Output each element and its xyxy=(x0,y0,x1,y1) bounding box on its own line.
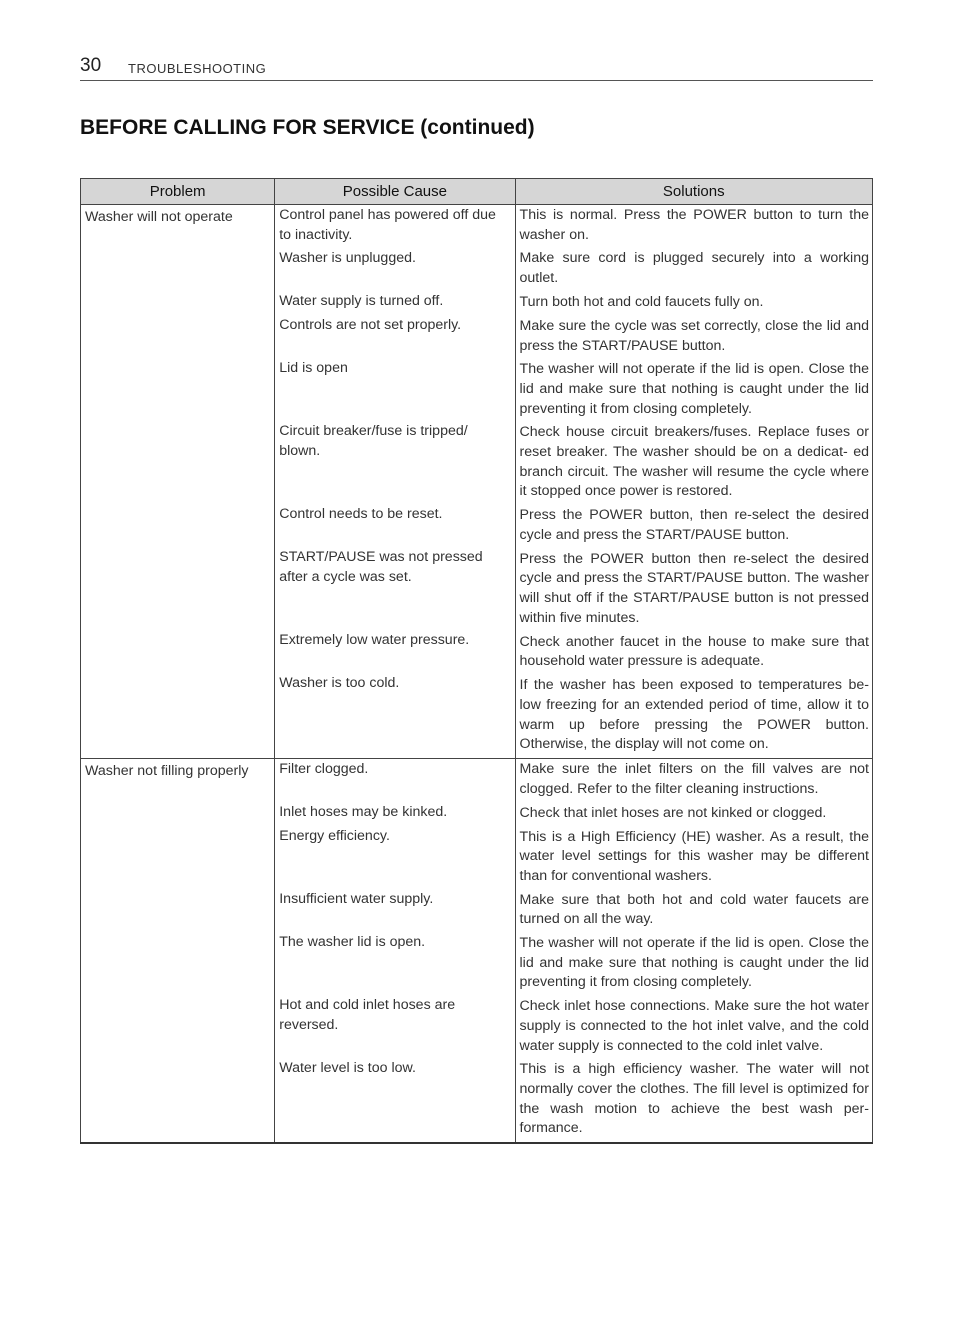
problem-text: Washer will not operate xyxy=(85,209,233,225)
cause-text: Filter clogged. xyxy=(279,761,369,778)
cause-text: Washer is unplugged. xyxy=(279,250,416,267)
solution-text: This is a high efficiency washer. The water will not normally cover the clothes. The fill level is optimized for the wash motion to achieve the best wash per- formance. xyxy=(519,1061,869,1137)
cause-text: START/PAUSE was not pressed after a cycle was set. xyxy=(279,549,483,586)
solution-text: The washer will not operate if the lid is open. Close the lid and make sure that nothing is caught under the lid preventing it from closing completely. xyxy=(519,935,869,991)
page-title: BEFORE CALLING FOR SERVICE (continued) xyxy=(80,116,535,139)
solution-text: This is a High Efficiency (HE) washer. As a result, the water level settings for this washer may be different than for conventional washers. xyxy=(519,828,869,884)
column-header-cause: Possible Cause xyxy=(275,179,515,205)
cause-text: Control panel has powered off due to inactivity. xyxy=(279,207,496,243)
solution-text: If the washer has been exposed to temperatures be- low freezing for an extended period of time, allow it to warm up before pressing the POWER button. Otherwise, the display will not come on. xyxy=(519,677,869,753)
cause-text: Washer is too cold. xyxy=(279,675,400,692)
table-row xyxy=(81,205,873,759)
troubleshooting-table xyxy=(80,178,873,1144)
cause-text: Energy efficiency. xyxy=(279,828,390,845)
solution-text: Check inlet hose connections. Make sure the hot water supply is connected to the hot inlet valve, and the cold water supply is connected to the cold inlet valve. xyxy=(519,998,869,1054)
section-label: TROUBLESHOOTING xyxy=(128,61,267,76)
cause-text: Hot and cold inlet hoses are reversed. xyxy=(279,997,456,1033)
page-number: 30 xyxy=(80,55,102,76)
column-header-solutions: Solutions xyxy=(515,179,872,205)
solution-text: The washer will not operate if the lid is open. Close the lid and make sure that nothing is caught under the lid preventing it from closing completely. xyxy=(519,361,869,417)
cause-text: Circuit breaker/fuse is tripped/ blown. xyxy=(279,423,468,460)
problem-cell xyxy=(81,759,275,1144)
page-header xyxy=(80,55,873,81)
solution-text: Make sure the inlet filters on the fill valves are not clogged. Refer to the filter cleaning instructions. xyxy=(519,761,869,797)
solution-text: Press the POWER button then re-select the desired cycle and press the START/PAUSE button. The washer will shut off if the START/PAUSE button is not pressed within five minutes. xyxy=(519,550,869,626)
cause-text: Inlet hoses may be kinked. xyxy=(279,804,448,821)
solution-text: Turn both hot and cold faucets fully on. xyxy=(519,293,764,310)
cause-cell xyxy=(275,205,515,759)
cause-text: Insufficient water supply. xyxy=(279,891,434,908)
cause-text: Water supply is turned off. xyxy=(279,293,444,310)
cause-text: Lid is open xyxy=(279,360,348,377)
table-body xyxy=(81,205,873,1144)
solution-text: Make sure cord is plugged securely into a working outlet. xyxy=(519,250,869,287)
problem-cell xyxy=(81,205,275,759)
solution-text: Make sure that both hot and cold water faucets are turned on all the way. xyxy=(519,891,869,928)
cause-text: Controls are not set properly. xyxy=(279,317,462,334)
column-header-problem: Problem xyxy=(81,179,275,205)
solution-text: Check house circuit breakers/fuses. Replace fuses or reset breaker. The washer should be on a dedicat- ed branch circuit. The washer will resume the cycle where it stopped once power is restored. xyxy=(519,424,869,500)
table-header-row xyxy=(81,179,873,205)
solution-text: Check another faucet in the house to make sure that household water pressure is adequate. xyxy=(519,633,869,670)
cause-cell xyxy=(275,759,515,1144)
problem-text: Washer not filling properly xyxy=(85,763,249,780)
solution-text: Make sure the cycle was set correctly, close the lid and press the START/PAUSE button. xyxy=(519,317,869,354)
cause-text: The washer lid is open. xyxy=(279,934,426,951)
cause-text: Control needs to be reset. xyxy=(279,506,443,523)
solution-text: Press the POWER button, then re-select the desired cycle and press the START/PAUSE button. xyxy=(519,507,869,544)
cause-text: Water level is too low. xyxy=(279,1060,416,1077)
cause-text: Extremely low water pressure. xyxy=(279,632,470,649)
solution-text: This is normal. Press the POWER button to turn the washer on. xyxy=(519,207,869,243)
table-row xyxy=(81,759,873,1144)
solution-cell xyxy=(515,205,872,759)
solution-text: Check that inlet hoses are not kinked or clogged. xyxy=(519,804,827,821)
solution-cell xyxy=(515,759,872,1144)
